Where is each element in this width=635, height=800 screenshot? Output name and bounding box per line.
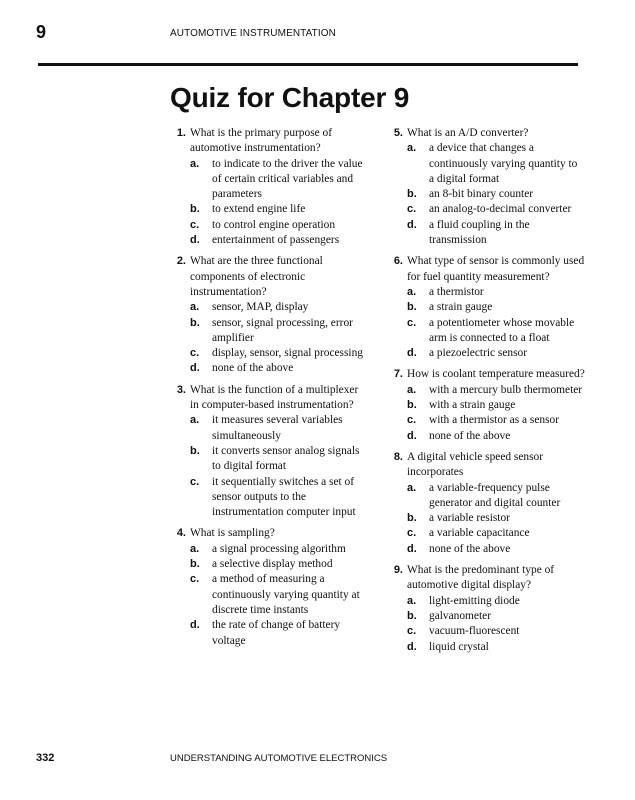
- answer-option: [170, 361, 368, 376]
- question-stem: [170, 126, 368, 157]
- option-letter: b.: [190, 203, 200, 216]
- answer-option: [170, 346, 368, 361]
- question-number: 6.: [393, 255, 403, 268]
- option-text: to indicate to the driver the value of certain critical variables and parameters: [212, 157, 363, 201]
- question-1: [170, 126, 368, 248]
- answer-option: [387, 346, 585, 361]
- option-text: with a mercury bulb thermometer: [429, 383, 583, 396]
- question-number: 1.: [176, 127, 186, 139]
- answer-option: [170, 444, 368, 475]
- option-letter: d.: [190, 362, 200, 375]
- option-text: none of the above: [429, 542, 511, 555]
- question-9: [387, 563, 585, 655]
- answer-option: [387, 141, 585, 187]
- option-letter: a.: [407, 481, 417, 494]
- option-text: sensor, signal processing, error amplifier: [212, 316, 353, 344]
- option-letter: c.: [190, 573, 200, 586]
- question-text: What are the three functional components of electronic instrumentation?: [190, 255, 323, 298]
- option-text: it sequentially switches a set of sensor outputs to the instrumentation computer input: [212, 475, 356, 519]
- answer-option: [387, 316, 585, 347]
- option-letter: c.: [407, 203, 417, 216]
- option-letter: d.: [407, 640, 417, 653]
- option-letter: c.: [407, 414, 417, 427]
- option-letter: b.: [407, 609, 417, 622]
- question-number: 7.: [393, 368, 403, 381]
- answer-option: [387, 640, 585, 655]
- questions-left-column: [170, 126, 368, 655]
- option-letter: c.: [190, 347, 200, 360]
- option-text: a piezoelectric sensor: [429, 347, 528, 360]
- option-letter: a.: [407, 142, 417, 155]
- answer-option: [387, 481, 585, 512]
- option-letter: b.: [407, 188, 417, 201]
- option-text: sensor, MAP, display: [212, 301, 309, 314]
- option-letter: d.: [190, 234, 200, 247]
- question-7: [387, 367, 585, 443]
- option-letter: a.: [407, 383, 417, 396]
- option-text: an 8-bit binary counter: [429, 188, 534, 201]
- option-text: a variable-frequency pulse generator and digital counter: [429, 481, 561, 509]
- option-text: display, sensor, signal processing: [212, 347, 363, 360]
- option-text: a selective display method: [212, 558, 333, 571]
- answer-option: [170, 157, 368, 203]
- answer-option: [170, 475, 368, 521]
- option-text: a thermistor: [429, 285, 484, 298]
- answer-option: [387, 398, 585, 413]
- question-stem: [170, 254, 368, 300]
- option-text: a method of measuring a continuously varying quantity at discrete time instants: [212, 573, 360, 616]
- option-letter: a.: [190, 157, 200, 170]
- option-letter: c.: [407, 625, 417, 638]
- option-text: a variable resistor: [429, 512, 510, 525]
- answer-option: [387, 511, 585, 526]
- option-letter: b.: [407, 301, 417, 314]
- question-stem: [387, 563, 585, 594]
- question-8: [387, 450, 585, 557]
- answer-option: [170, 618, 368, 649]
- answer-option: [170, 202, 368, 217]
- option-letter: a.: [190, 414, 200, 427]
- header-rule: [38, 63, 578, 66]
- question-text: What is sampling?: [190, 527, 275, 540]
- question-number: 8.: [393, 450, 403, 463]
- questions-right-column: [387, 126, 585, 661]
- option-text: a fluid coupling in the transmission: [429, 218, 530, 247]
- option-text: to extend engine life: [212, 203, 306, 216]
- answer-option: [387, 285, 585, 300]
- question-number: 5.: [393, 127, 403, 139]
- option-text: it measures several variables simultaneously: [212, 414, 343, 442]
- option-text: a signal processing algorithm: [212, 542, 346, 555]
- option-letter: a.: [407, 285, 417, 298]
- answer-option: [170, 557, 368, 572]
- option-letter: c.: [407, 316, 417, 329]
- option-letter: b.: [407, 399, 417, 412]
- option-text: vacuum-fluorescent: [429, 625, 520, 638]
- answer-option: [387, 526, 585, 541]
- question-stem: [387, 367, 585, 382]
- question-stem: [387, 254, 585, 285]
- question-text: What is an A/D converter?: [407, 127, 529, 139]
- option-letter: a.: [407, 594, 417, 607]
- option-letter: a.: [190, 301, 200, 314]
- answer-option: [170, 300, 368, 315]
- answer-option: [387, 300, 585, 315]
- answer-option: [387, 594, 585, 609]
- page-title: Quiz for Chapter 9: [170, 82, 410, 113]
- option-text: a variable capacitance: [429, 527, 530, 540]
- option-text: a potentiometer whose movable arm is connected to a float: [429, 316, 575, 344]
- option-text: none of the above: [212, 362, 294, 375]
- answer-option: [387, 429, 585, 444]
- answer-option: [170, 218, 368, 233]
- option-text: entertainment of passengers: [212, 234, 340, 247]
- question-4: [170, 526, 368, 648]
- question-text: A digital vehicle speed sensor incorporates: [407, 450, 544, 479]
- answer-option: [387, 187, 585, 202]
- answer-option: [170, 413, 368, 444]
- option-text: galvanometer: [429, 609, 491, 622]
- question-2: [170, 254, 368, 376]
- question-stem: [170, 526, 368, 541]
- question-number: 2.: [176, 255, 186, 268]
- option-letter: c.: [190, 218, 200, 231]
- question-text: What is the primary purpose of automotive instrumentation?: [190, 127, 333, 155]
- answer-option: [387, 202, 585, 217]
- answer-option: [387, 609, 585, 624]
- answer-option: [170, 233, 368, 248]
- option-letter: c.: [190, 475, 200, 488]
- option-text: a strain gauge: [429, 301, 493, 314]
- question-5: [387, 126, 585, 248]
- answer-option: [387, 624, 585, 639]
- option-letter: d.: [407, 429, 417, 442]
- option-text: liquid crystal: [429, 640, 489, 653]
- option-text: an analog-to-decimal converter: [429, 203, 572, 216]
- option-text: none of the above: [429, 429, 511, 442]
- option-letter: b.: [190, 316, 200, 329]
- page-number: 332: [36, 752, 55, 764]
- question-stem: [387, 450, 585, 481]
- option-text: a device that changes a continuously varying quantity to a digital format: [429, 142, 578, 185]
- option-text: the rate of change of battery voltage: [212, 619, 341, 647]
- answer-option: [170, 542, 368, 557]
- answer-option: [170, 316, 368, 347]
- option-letter: a.: [190, 542, 200, 555]
- option-letter: b.: [190, 558, 200, 571]
- option-text: light-emitting diode: [429, 594, 520, 607]
- option-letter: d.: [190, 619, 200, 632]
- option-text: to control engine operation: [212, 218, 336, 231]
- running-header: AUTOMOTIVE INSTRUMENTATION: [170, 28, 336, 39]
- answer-option: [387, 542, 585, 557]
- question-text: What type of sensor is commonly used for fuel quantity measurement?: [407, 255, 585, 283]
- option-letter: b.: [407, 512, 417, 525]
- option-letter: d.: [407, 347, 417, 360]
- option-letter: c.: [407, 527, 417, 540]
- option-letter: d.: [407, 218, 417, 231]
- question-stem: [170, 383, 368, 414]
- answer-option: [170, 572, 368, 618]
- footer-title: UNDERSTANDING AUTOMOTIVE ELECTRONICS: [170, 753, 388, 764]
- question-text: What is the predominant type of automotive digital display?: [407, 564, 555, 592]
- option-letter: b.: [190, 444, 200, 457]
- option-text: it converts sensor analog signals to digital format: [212, 444, 360, 473]
- answer-option: [387, 383, 585, 398]
- question-number: 9.: [393, 564, 403, 577]
- question-text: What is the function of a multiplexer in computer-based instrumentation?: [190, 383, 359, 412]
- question-text: How is coolant temperature measured?: [407, 368, 585, 381]
- question-number: 3.: [176, 383, 186, 396]
- option-text: with a strain gauge: [429, 399, 516, 412]
- answer-option: [387, 413, 585, 428]
- answer-option: [387, 218, 585, 249]
- question-3: [170, 383, 368, 521]
- question-6: [387, 254, 585, 361]
- question-stem: [387, 126, 585, 141]
- chapter-number: 9: [36, 22, 47, 42]
- question-number: 4.: [176, 527, 186, 540]
- option-letter: d.: [407, 542, 417, 555]
- option-text: with a thermistor as a sensor: [429, 414, 560, 427]
